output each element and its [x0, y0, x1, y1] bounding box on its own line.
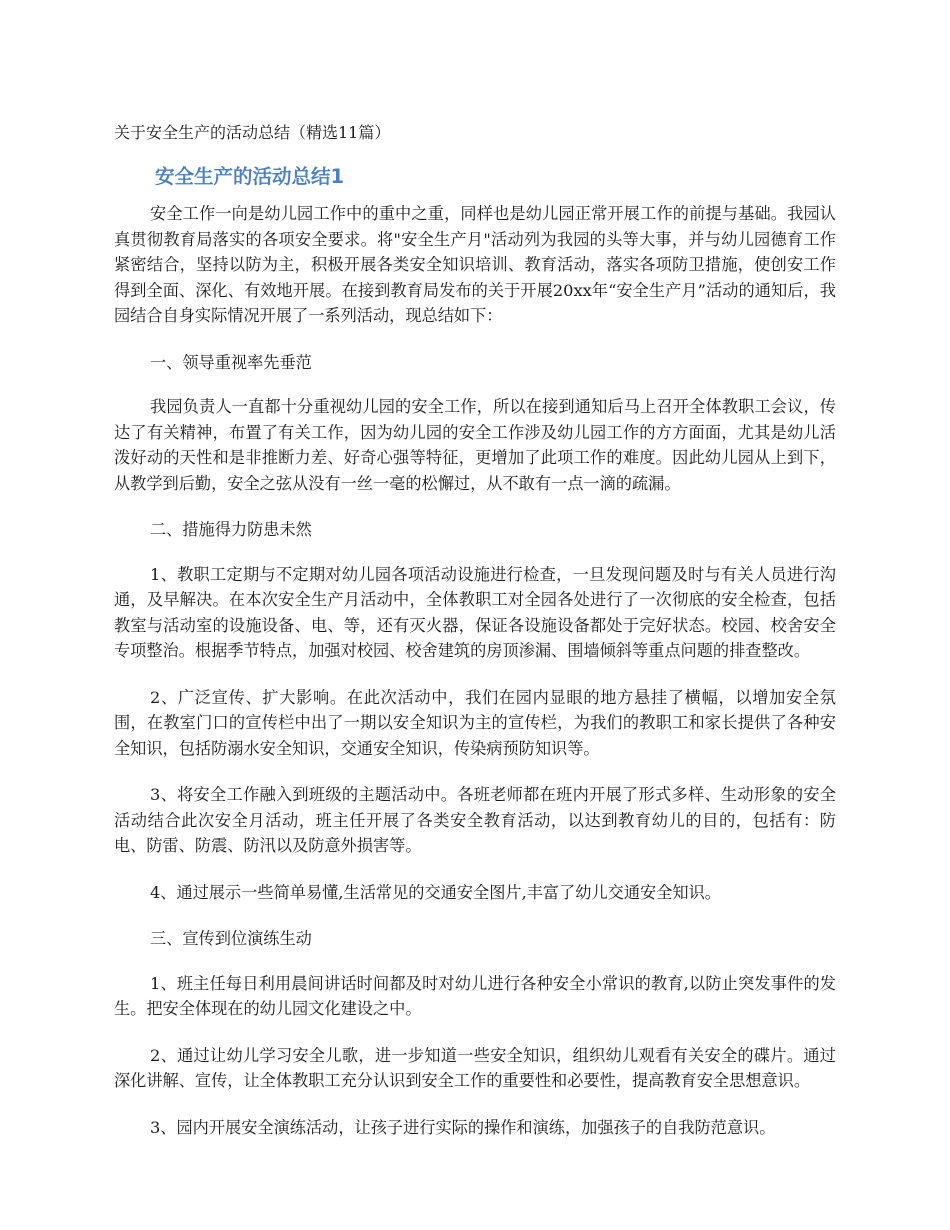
- measures-item-3: 3、将安全工作融入到班级的主题活动中。各班老师都在班内开展了形式多样、生动形象的安全活动结合此次安全月活动，班主任开展了各类安全教育活动，以达到教育幼儿的目的，包括有：防电、防雷、防震、防汛以及防意外损害等。: [114, 785, 836, 855]
- document-title: 关于安全生产的活动总结（精选11篇）: [114, 123, 391, 142]
- measures-item-4: 4、通过展示一些简单易懂,生活常见的交通安全图片,丰富了幼儿交通安全知识。: [150, 882, 721, 902]
- publicity-item-2: 2、通过让幼儿学习安全儿歌，进一步知道一些安全知识，组织幼儿观看有关安全的碟片。通过深化讲解、宣传，让全体教职工充分认识到安全工作的重要性和必要性，提高教育安全思想意识。: [114, 1045, 836, 1090]
- subheading-leadership: 一、领导重视率先垂范: [150, 352, 312, 372]
- document-body: [114, 201, 836, 1161]
- measures-item-1: 1、教职工定期与不定期对幼儿园各项活动设施进行检查，一旦发现问题及时与有关人员进行沟通，及早解决。在本次安全生产月活动中，全体教职工对全园各处进行了一次彻底的安全检查，包括教室与活动室的设施设备、电、等，还有灭火器，保证各设施设备都处于完好状态。校园、校舍安全专项整治。根据季节特点，加强对校园、校舍建筑的房顶渗漏、围墙倾斜等重点问题的排查整改。: [114, 564, 836, 660]
- section-heading: 安全生产的活动总结1: [155, 165, 345, 188]
- subheading-measures: 二、措施得力防患未然: [150, 520, 312, 539]
- leadership-paragraph: 我园负责人一直都十分重视幼儿园的安全工作，所以在接到通知后马上召开全体教职工会议，传达了有关精神，布置了有关工作，因为幼儿园的安全工作涉及幼儿园工作的方方面面，尤其是幼儿活泼好动的天性和是非推断力差、好奇心强等特征，更增加了此项工作的难度。因此幼儿园从上到下，从教学到后勤，安全之弦从没有一丝一毫的松懈过，从不敢有一点一滴的疏漏。: [114, 397, 836, 493]
- measures-item-2: 2、广泛宣传、扩大影响。在此次活动中，我们在园内显眼的地方悬挂了横幅，以增加安全氛围，在教室门口的宣传栏中出了一期以安全知识为主的宣传栏，为我们的教职工和家长提供了各种安全知识，包括防溺水安全知识，交通安全知识，传染病预防知识等。: [114, 687, 836, 758]
- intro-paragraph: 安全工作一向是幼儿园工作中的重中之重，同样也是幼儿园正常开展工作的前提与基础。我园认真贯彻教育局落实的各项安全要求。将"安全生产月"活动列为我园的头等大事，并与幼儿园德育工作紧密结合，坚持以防为主，积极开展各类安全知识培训、教育活动，落实各项防卫措施，使创安工作得到全面、深化、有效地开展。在接到教育局发布的关于开展20xx年“安全生产月”活动的通知后，我园结合自身实际情况开展了一系列活动，现总结如下：: [114, 204, 836, 325]
- publicity-item-3: 3、园内开展安全演练活动，让孩子进行实际的操作和演练，加强孩子的自我防范意识。: [150, 1117, 776, 1137]
- publicity-item-1: 1、班主任每日利用晨间讲话时间都及时对幼儿进行各种安全小常识的教育,以防止突发事件的发生。把安全体现在的幼儿园文化建设之中。: [114, 973, 836, 1018]
- subheading-publicity: 三、宣传到位演练生动: [150, 929, 312, 948]
